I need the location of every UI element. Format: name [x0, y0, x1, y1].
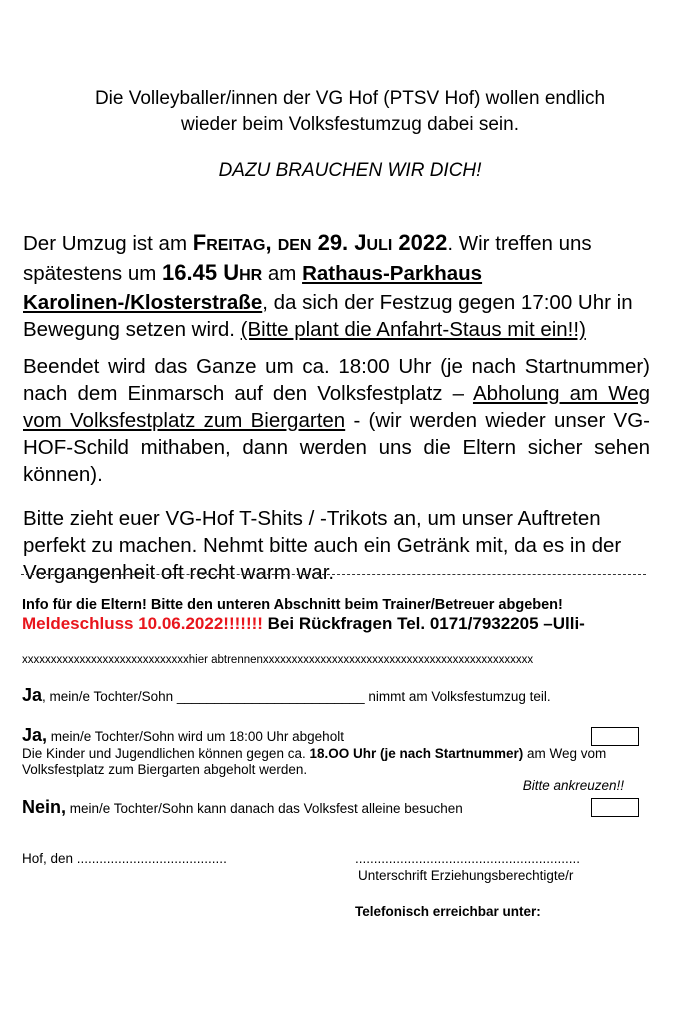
- event-text-intro: Der Umzug ist am: [23, 232, 193, 255]
- traffic-note: (Bitte plant die Anfahrt-Staus mit ein!!): [240, 318, 586, 341]
- pickup-info: Die Kinder und Jugendlichen können gegen ca. 18.OO Uhr (je nach Startnummer) am Weg vom Volksfestplatz zum Biergarten abgeholt werden.: [22, 746, 607, 777]
- cut-line: xxxxxxxxxxxxxxxxxxxxxxxxxxxxxhier abtrennenxxxxxxxxxxxxxxxxxxxxxxxxxxxxxxxxxxxxxxxxxxxxxxx: [22, 654, 534, 666]
- pickup-location: Abholung am Weg vom Volksfestplatz zum Biergarten: [23, 382, 650, 432]
- outfit-paragraph: Bitte zieht euer VG-Hof T-Shits / -Trikots an, um unser Auftreten perfekt zu machen. Nehmt bitte auch ein Getränk mit, da es in der Vergangenheit oft recht warm war.: [23, 507, 622, 584]
- signature-field[interactable]: ............................................................: [355, 851, 581, 866]
- event-text-meet: . Wir treffen uns spätestens um: [23, 232, 592, 285]
- meeting-place: Rathaus-Parkhaus Karolinen-/Klosterstraße: [23, 262, 483, 314]
- parents-info: Info für die Eltern! Bitte den unteren Abschnitt beim Trainer/Betreuer abgeben!: [22, 597, 563, 613]
- pickup-checkbox[interactable]: [591, 727, 639, 746]
- intro-line-1: Die Volleyballer/innen der VG Hof (PTSV Hof) wollen endlich: [94, 88, 606, 109]
- tick-hint: Bitte ankreuzen!!: [522, 778, 624, 793]
- event-paragraph: Der Umzug ist am FREITAG, DEN 29. JULI 2022. Wir treffen uns spätestens um 16.45 UHR am Rathaus-Parkhaus Karolinen-/Klosterstraße, da sich der Festzug gegen 17:00 Uhr in Bewegung setzen wird. (Bitte plant die Anfahrt-Staus mit ein!!): [23, 230, 633, 341]
- contact-phone: Bei Rückfragen Tel. 0171/7932205 –Ulli-: [262, 614, 585, 633]
- deadline: Meldeschluss 10.06.2022!!!!!!!: [22, 614, 263, 633]
- child-name-field[interactable]: _________________________: [176, 689, 365, 704]
- event-day: FREITAG, DEN 29. JULI 2022: [192, 230, 448, 255]
- deadline-line: [22, 614, 585, 634]
- end-paragraph: Beendet wird das Ganze um ca. 18:00 Uhr (je nach Startnummer) nach dem Einmarsch auf den Volksfestplatz – Abholung am Weg vom Volksfestplatz zum Biergarten - (wir werden wieder unser VG-HOF-Schild mithaben, dann werden uns die Eltern sicher sehen können).: [23, 355, 650, 486]
- intro-line-2: wieder beim Volksfestumzug dabei sein.: [181, 114, 519, 135]
- intro-text: [30, 86, 670, 138]
- signature-label: Unterschrift Erziehungsberechtigte/r: [358, 868, 574, 883]
- place-date-field[interactable]: Hof, den ........................................: [22, 851, 227, 866]
- phone-label: Telefonisch erreichbar unter:: [355, 904, 541, 919]
- dashed-divider: [21, 574, 646, 575]
- call-to-action: DAZU BRAUCHEN WIR DICH!: [218, 160, 482, 181]
- option-alone: Nein, mein/e Tochter/Sohn kann danach das Volksfest alleine besuchen: [22, 797, 463, 817]
- event-time: 16.45 UHR: [162, 260, 263, 285]
- option-participates: Ja, mein/e Tochter/Sohn _________________________ nimmt am Volksfestumzug teil.: [22, 685, 551, 705]
- alone-checkbox[interactable]: [591, 798, 639, 817]
- option-picked-up: Ja, mein/e Tochter/Sohn wird um 18:00 Uhr abgeholt: [22, 725, 344, 745]
